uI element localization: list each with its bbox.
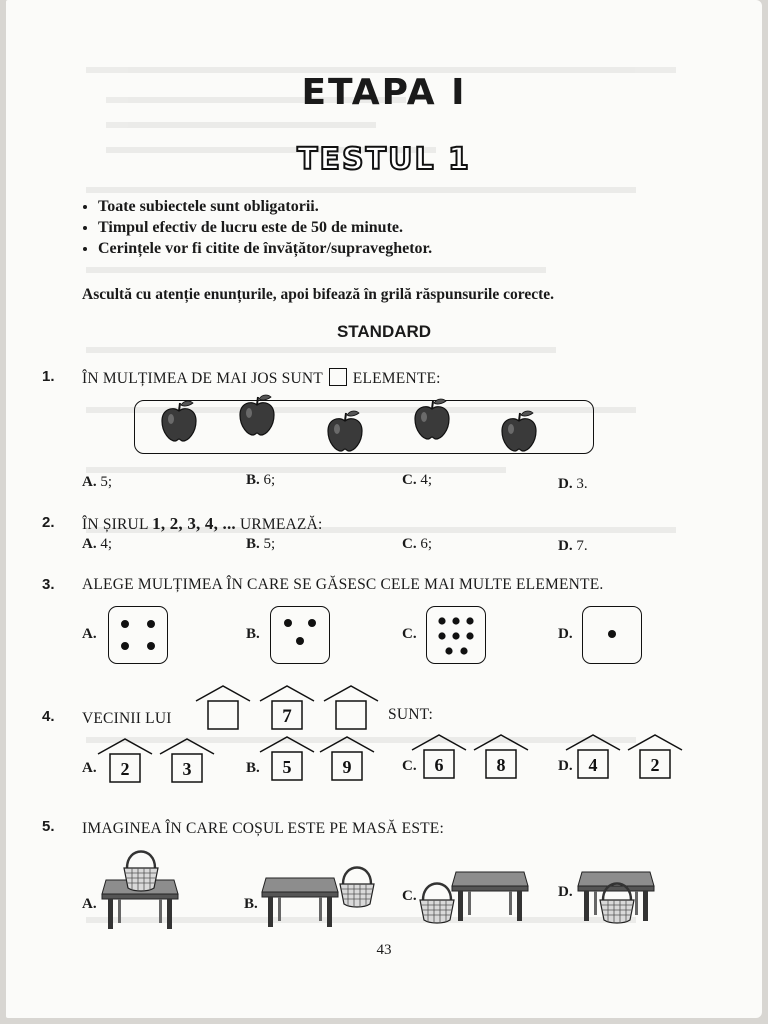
svg-text:6: 6 [434,755,444,775]
svg-text:8: 8 [496,755,506,775]
workbook-page [6,0,762,1018]
rule-item: • Toate subiectele sunt obligatorii. [98,196,432,217]
question-3-number: 3. [42,576,55,593]
page-title: ETAPA I [301,72,467,113]
q5-option-b-letter[interactable]: B. [244,896,258,912]
q2-option-d[interactable]: D. 7. [558,538,588,554]
rule-item: • Cerințele vor fi citite de învățător/supraveghetor. [98,238,432,259]
svg-text:3: 3 [182,759,192,779]
q1-option-a[interactable]: A. 5; [82,474,113,490]
number-sequence: 1, 2, 3, 4, ... [152,514,236,533]
q4-option-c-letter[interactable]: C. [402,758,417,774]
test-subtitle: TESTUL 1 [297,142,471,177]
q3-option-a-dice[interactable] [108,606,168,664]
given-number: 7 [282,706,292,727]
q3-option-a-letter[interactable]: A. [82,626,97,642]
question-2-number: 2. [42,514,55,531]
apple-icon [162,401,196,441]
table-icon [452,872,528,921]
dots-4 [109,607,167,663]
svg-text:4: 4 [588,755,598,775]
question-2-text: ÎN ȘIRUL 1, 2, 3, 4, ... URMEAZĂ: [82,514,323,533]
q5-option-a-picture[interactable] [100,850,182,932]
q5-option-d-letter[interactable]: D. [558,884,573,900]
apple-icon [328,411,362,451]
page-number: 43 [376,942,392,958]
q5-option-a-letter[interactable]: A. [82,896,97,912]
question-1-text-before: ÎN MULȚIMEA DE MAI JOS SUNT [82,370,323,387]
question-4-text-before: VECINII LUI [82,710,172,727]
answer-blank-box[interactable] [329,368,347,386]
show-through-texture [76,60,736,940]
question-1-number: 1. [42,368,55,385]
q5-option-b-picture[interactable] [260,860,380,930]
q5-option-d-picture[interactable] [576,864,660,934]
dots-3 [271,607,329,663]
table-icon [262,878,338,927]
q2-option-c[interactable]: C. 6; [402,536,433,552]
q3-option-b-dice[interactable] [270,606,330,664]
question-5-number: 5. [42,818,55,835]
q4-option-d-letter[interactable]: D. [558,758,573,774]
q3-option-d-dice[interactable] [582,606,642,664]
instruction-text: Ascultă cu atenție enunțurile, apoi bifează în grilă răspunsurile corecte. [82,286,554,303]
question-1-text-after: ELEMENTE: [352,370,441,387]
rules-list [78,196,432,259]
question-3-text: ALEGE MULȚIMEA ÎN CARE SE GĂSESC CELE MAI MULTE ELEMENTE. [82,576,604,593]
q4-option-d-houses[interactable] [566,732,696,782]
svg-text:5: 5 [282,757,292,777]
apple-set [134,400,594,454]
apples-illustration [135,401,593,453]
svg-text:9: 9 [342,757,352,777]
q3-option-c-letter[interactable]: C. [402,626,417,642]
q2-option-b[interactable]: B. 5; [246,536,276,552]
q1-option-b[interactable]: B. 6; [246,472,276,488]
show-through-lines [76,60,736,940]
question-4-text-after: SUNT: [388,706,434,723]
level-heading: STANDARD [336,322,432,341]
dots-1 [583,607,641,663]
question-4-number: 4. [42,708,55,725]
question-5-text: IMAGINEA ÎN CARE COȘUL ESTE PE MASĂ ESTE: [82,820,444,837]
q1-option-d[interactable]: D. 3. [558,476,588,492]
svg-text:2: 2 [650,755,660,775]
q5-option-c-letter[interactable]: C. [402,888,417,904]
q3-option-b-letter[interactable]: B. [246,626,260,642]
q5-option-c-picture[interactable] [418,862,532,932]
q4-option-b-letter[interactable]: B. [246,760,260,776]
number-houses-given [196,684,386,734]
apple-icon [415,399,449,439]
q4-option-b-houses[interactable] [256,734,386,784]
apple-icon [240,395,274,435]
q4-option-a-houses[interactable] [94,736,224,786]
apple-icon [502,411,536,451]
basket-icon [340,868,374,908]
q4-option-c-houses[interactable] [412,732,542,782]
dots-8 [427,607,485,663]
basket-icon [124,852,158,892]
q4-option-a-letter[interactable]: A. [82,760,97,776]
svg-text:2: 2 [120,759,130,779]
basket-icon [420,884,454,924]
q2-option-a[interactable]: A. 4; [82,536,113,552]
rule-item: • Timpul efectiv de lucru este de 50 de minute. [98,217,432,238]
q1-option-c[interactable]: C. 4; [402,472,433,488]
q3-option-c-dice[interactable] [426,606,486,664]
q3-option-d-letter[interactable]: D. [558,626,573,642]
question-1-text [82,368,441,388]
